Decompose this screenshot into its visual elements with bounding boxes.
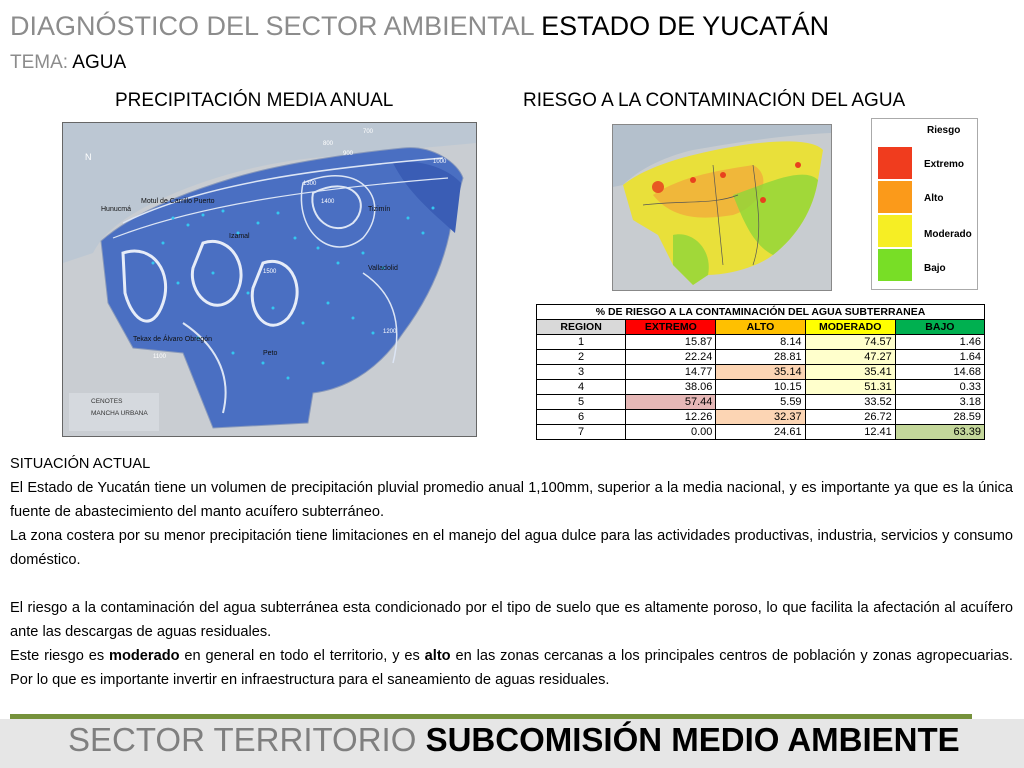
table-row bbox=[537, 410, 985, 425]
table-row bbox=[537, 425, 985, 440]
table-cell: 4 bbox=[537, 380, 626, 395]
table-cell: 8.14 bbox=[716, 335, 805, 350]
table-cell: 10.15 bbox=[716, 380, 805, 395]
footer-title bbox=[68, 720, 960, 760]
paragraph: El Estado de Yucatán tiene un volumen de precipitación pluvial promedio anual 1,100mm, superior a la media nacional, y es importante ya que es la única fuente de abastecimiento del manto acuífero subterráneo. bbox=[10, 480, 1013, 520]
precipitation-caption: PRECIPITACIÓN MEDIA ANUAL bbox=[115, 90, 394, 111]
table-row bbox=[537, 335, 985, 350]
legend-swatch-alto bbox=[878, 181, 912, 213]
table-cell: 14.77 bbox=[626, 365, 716, 380]
risk-map-graphic bbox=[613, 125, 831, 290]
emphasis-alto: alto bbox=[424, 648, 451, 664]
table-cell: 47.27 bbox=[805, 350, 895, 365]
paragraph-fragment: en las zonas cercanas a los principales centros de población y zonas agropecuarias. Por lo que es importante invertir en infraestructura para el saneamiento de aguas residuales. bbox=[10, 648, 1013, 688]
paragraph-spacer bbox=[10, 572, 1013, 596]
table-cell: 1.46 bbox=[895, 335, 984, 350]
map-town-label: Tizimín bbox=[368, 206, 391, 213]
column-header: EXTREMO bbox=[626, 320, 716, 335]
table-cell: 35.41 bbox=[805, 365, 895, 380]
isoline-label: 700 bbox=[363, 129, 374, 135]
table-cell: 22.24 bbox=[626, 350, 716, 365]
risk-caption: RIESGO A LA CONTAMINACIÓN DEL AGUA bbox=[523, 90, 906, 111]
table-cell: 35.14 bbox=[716, 365, 805, 380]
table-row bbox=[537, 365, 985, 380]
emphasis-moderado: moderado bbox=[109, 648, 180, 664]
situation-heading: SITUACIÓN ACTUAL bbox=[10, 456, 151, 472]
legend-urban-label: MANCHA URBANA bbox=[91, 410, 148, 417]
situation-text bbox=[10, 452, 1013, 692]
map-town-label: Izamal bbox=[229, 233, 250, 240]
table-cell: 12.41 bbox=[805, 425, 895, 440]
risk-table bbox=[536, 304, 985, 440]
precipitation-map bbox=[62, 122, 477, 437]
map-town-label: Peto bbox=[263, 350, 278, 357]
table-cell: 51.31 bbox=[805, 380, 895, 395]
risk-legend bbox=[871, 118, 978, 290]
paragraph: El riesgo a la contaminación del agua subterránea esta condicionado por el tipo de suelo que es altamente poroso, lo que facilita la afectación al acuífero ante las descargas de aguas residuales. bbox=[10, 600, 1013, 640]
table-cell: 7 bbox=[537, 425, 626, 440]
risk-map bbox=[612, 124, 832, 291]
table-cell: 57.44 bbox=[626, 395, 716, 410]
isoline-label: 1300 bbox=[303, 181, 317, 187]
table-cell: 1.64 bbox=[895, 350, 984, 365]
isoline-label: 800 bbox=[323, 141, 334, 147]
map-town-label: Hunucmá bbox=[101, 206, 131, 213]
table-cell: 3 bbox=[537, 365, 626, 380]
table-cell: 15.87 bbox=[626, 335, 716, 350]
map-town-label: Valladolid bbox=[368, 265, 398, 272]
table-cell: 0.33 bbox=[895, 380, 984, 395]
map-town-label: Motul de Carrillo Puerto bbox=[141, 198, 215, 205]
isoline-label: 900 bbox=[343, 151, 354, 157]
legend-label-moderado: Moderado bbox=[924, 229, 972, 240]
isoline-label: 1100 bbox=[153, 354, 166, 360]
table-cell: 0.00 bbox=[626, 425, 716, 440]
paragraph bbox=[10, 644, 1013, 692]
legend-label-bajo: Bajo bbox=[924, 263, 946, 274]
table-cell: 63.39 bbox=[895, 425, 984, 440]
footer-light: SECTOR TERRITORIO bbox=[68, 721, 417, 758]
precipitation-map-graphic bbox=[63, 123, 476, 436]
table-cell: 12.26 bbox=[626, 410, 716, 425]
table-cell: 3.18 bbox=[895, 395, 984, 410]
risk-table-title: % DE RIESGO A LA CONTAMINACIÓN DEL AGUA SUBTERRANEA bbox=[537, 305, 985, 320]
risk-table-header-row bbox=[537, 320, 985, 335]
legend-label-extremo: Extremo bbox=[924, 159, 965, 170]
paragraph-fragment: Este riesgo es bbox=[10, 648, 109, 664]
title-dark: ESTADO DE YUCATÁN bbox=[541, 11, 830, 41]
table-cell: 38.06 bbox=[626, 380, 716, 395]
legend-title: Riesgo bbox=[927, 125, 961, 136]
page-subtitle bbox=[10, 52, 126, 74]
table-cell: 33.52 bbox=[805, 395, 895, 410]
isoline-label: 1200 bbox=[383, 329, 397, 335]
paragraph: La zona costera por su menor precipitación tiene limitaciones en el manejo del agua dulce para las actividades productivas, industria, servicios y consumo doméstico. bbox=[10, 528, 1013, 568]
isoline-label: 1000 bbox=[433, 159, 447, 165]
paragraph-fragment: en general en todo el territorio, y es bbox=[179, 648, 425, 664]
table-cell: 32.37 bbox=[716, 410, 805, 425]
map-town-label: Tekax de Álvaro Obregón bbox=[133, 336, 212, 343]
table-cell: 6 bbox=[537, 410, 626, 425]
column-header: ALTO bbox=[716, 320, 805, 335]
page-title bbox=[10, 10, 829, 42]
title-light: DIAGNÓSTICO DEL SECTOR AMBIENTAL bbox=[10, 11, 534, 41]
table-cell: 2 bbox=[537, 350, 626, 365]
map-north-label: N bbox=[85, 152, 92, 162]
legend-swatch-moderado bbox=[878, 215, 912, 247]
legend-label-alto: Alto bbox=[924, 193, 944, 204]
column-header: BAJO bbox=[895, 320, 984, 335]
footer-dark: SUBCOMISIÓN MEDIO AMBIENTE bbox=[425, 721, 960, 758]
isoline-label: 1400 bbox=[321, 199, 335, 205]
table-cell: 5 bbox=[537, 395, 626, 410]
table-row bbox=[537, 350, 985, 365]
table-cell: 26.72 bbox=[805, 410, 895, 425]
table-row bbox=[537, 395, 985, 410]
table-cell: 24.61 bbox=[716, 425, 805, 440]
table-cell: 28.59 bbox=[895, 410, 984, 425]
table-cell: 28.81 bbox=[716, 350, 805, 365]
table-cell: 74.57 bbox=[805, 335, 895, 350]
legend-swatch-extremo bbox=[878, 147, 912, 179]
subtitle-dark: AGUA bbox=[72, 52, 127, 73]
legend-swatch-bajo bbox=[878, 249, 912, 281]
table-cell: 5.59 bbox=[716, 395, 805, 410]
table-row bbox=[537, 380, 985, 395]
legend-cenotes-label: CENOTES bbox=[91, 398, 123, 405]
column-header: MODERADO bbox=[805, 320, 895, 335]
column-header: REGION bbox=[537, 320, 626, 335]
isoline-label: 1500 bbox=[263, 269, 277, 275]
table-cell: 1 bbox=[537, 335, 626, 350]
subtitle-light: TEMA: bbox=[10, 52, 69, 73]
table-cell: 14.68 bbox=[895, 365, 984, 380]
